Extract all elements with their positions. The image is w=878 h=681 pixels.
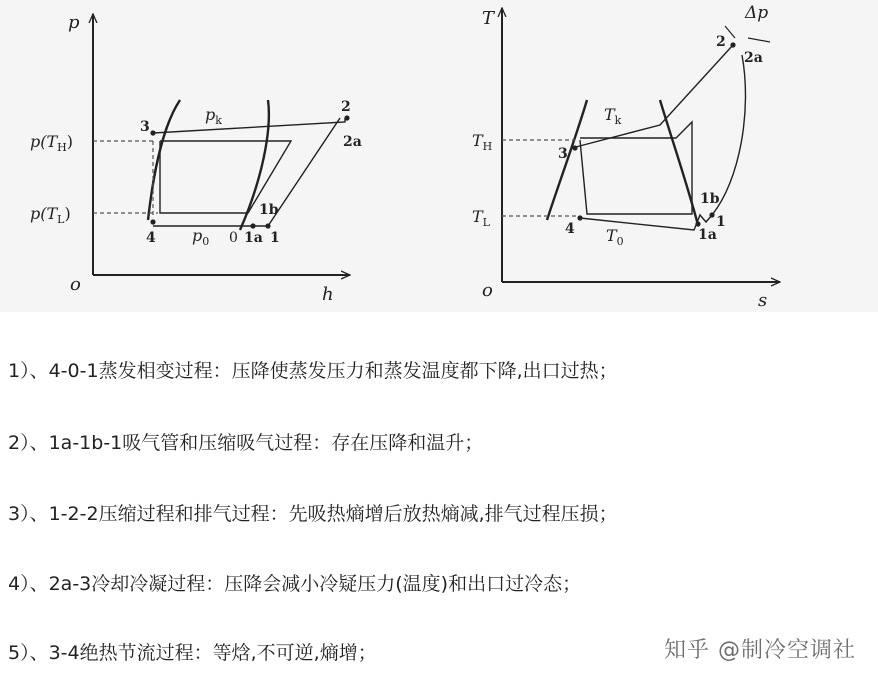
ph-pTH-label: $p(T_H)$ <box>30 132 73 154</box>
process-line-4: 4）、2a-3冷却冷凝过程：压降会减小冷疑压力(温度)和出口过冷态； <box>8 573 582 595</box>
ph-label-1: 1 <box>270 230 280 246</box>
ph-label-0: 0 <box>229 230 238 246</box>
ts-TH-label: $T_H$ <box>472 131 493 153</box>
ts-label-1a: 1a <box>698 227 717 243</box>
ph-label-2a: 2a <box>343 134 362 150</box>
ts-point-1 <box>709 212 714 217</box>
ts-point-4 <box>577 215 582 220</box>
ph-label-1b: 1b <box>259 202 279 218</box>
ts-label-1: 1 <box>716 214 726 230</box>
ph-label-4: 4 <box>146 230 156 246</box>
ph-label-2: 2 <box>341 99 351 115</box>
ts-point-1a <box>695 221 700 226</box>
ts-axis-s-label: s <box>758 290 768 311</box>
ts-point-3 <box>572 145 577 150</box>
ph-axis-h-label: h <box>322 284 334 305</box>
ts-Tk-label: $T_k$ <box>604 105 622 127</box>
cycle-diagrams <box>0 0 878 312</box>
ts-dp-arrow-1 <box>725 26 735 38</box>
ts-label-1b: 1b <box>700 191 720 207</box>
ts-diagram <box>472 3 780 311</box>
ts-T0-label: $T_0$ <box>606 226 624 248</box>
ts-evap-line <box>580 215 712 230</box>
ts-label-2a: 2a <box>744 50 763 66</box>
ph-label-1a: 1a <box>244 230 263 246</box>
ph-point-2 <box>344 115 349 120</box>
ts-label-4: 4 <box>565 221 575 237</box>
process-line-1: 1）、4-0-1蒸发相变过程：压降使蒸发压力和蒸发温度都下降,出口过热； <box>8 360 618 382</box>
ph-point-3 <box>150 130 155 135</box>
ph-origin-label: o <box>70 274 81 295</box>
ts-dp-label: Δp <box>745 3 769 23</box>
watermark: 知乎 @制冷空调社 <box>664 638 856 663</box>
ts-axis-T-label: T <box>482 8 495 29</box>
ts-label-2: 2 <box>716 34 726 50</box>
ts-point-2 <box>730 42 735 47</box>
ph-point-1 <box>265 223 270 228</box>
ph-p0-label: $p_0$ <box>192 226 210 248</box>
ph-pTL-label: $p(T_L)$ <box>30 204 71 226</box>
ts-ideal-cycle <box>580 122 692 214</box>
process-line-5: 5）、3-4绝热节流过程：等焓,不可逆,熵增； <box>8 642 377 664</box>
process-line-2: 2）、1a-1b-1吸气管和压缩吸气过程：存在压降和温升； <box>8 432 484 454</box>
process-line-3: 3）、1-2-2压缩过程和排气过程：先吸热熵增后放热熵减,排气过程压损； <box>8 503 618 525</box>
ph-point-4 <box>150 219 155 224</box>
ph-liquid-line <box>148 100 180 220</box>
ts-dp-arrow-2 <box>748 38 770 42</box>
ph-diagram <box>30 12 362 305</box>
ph-label-3: 3 <box>140 119 150 135</box>
ph-axis-p-label: p <box>68 12 80 33</box>
ts-label-3: 3 <box>558 146 568 162</box>
diagram-canvas <box>0 0 878 312</box>
ts-origin-label: o <box>482 280 493 301</box>
ts-real-cycle <box>572 45 733 148</box>
ph-point-1a <box>250 223 255 228</box>
ts-TL-label: $T_L$ <box>472 207 490 229</box>
ph-real-cycle <box>153 118 345 133</box>
ph-pk-label: $p_k$ <box>205 105 222 127</box>
ph-compression <box>268 118 340 226</box>
